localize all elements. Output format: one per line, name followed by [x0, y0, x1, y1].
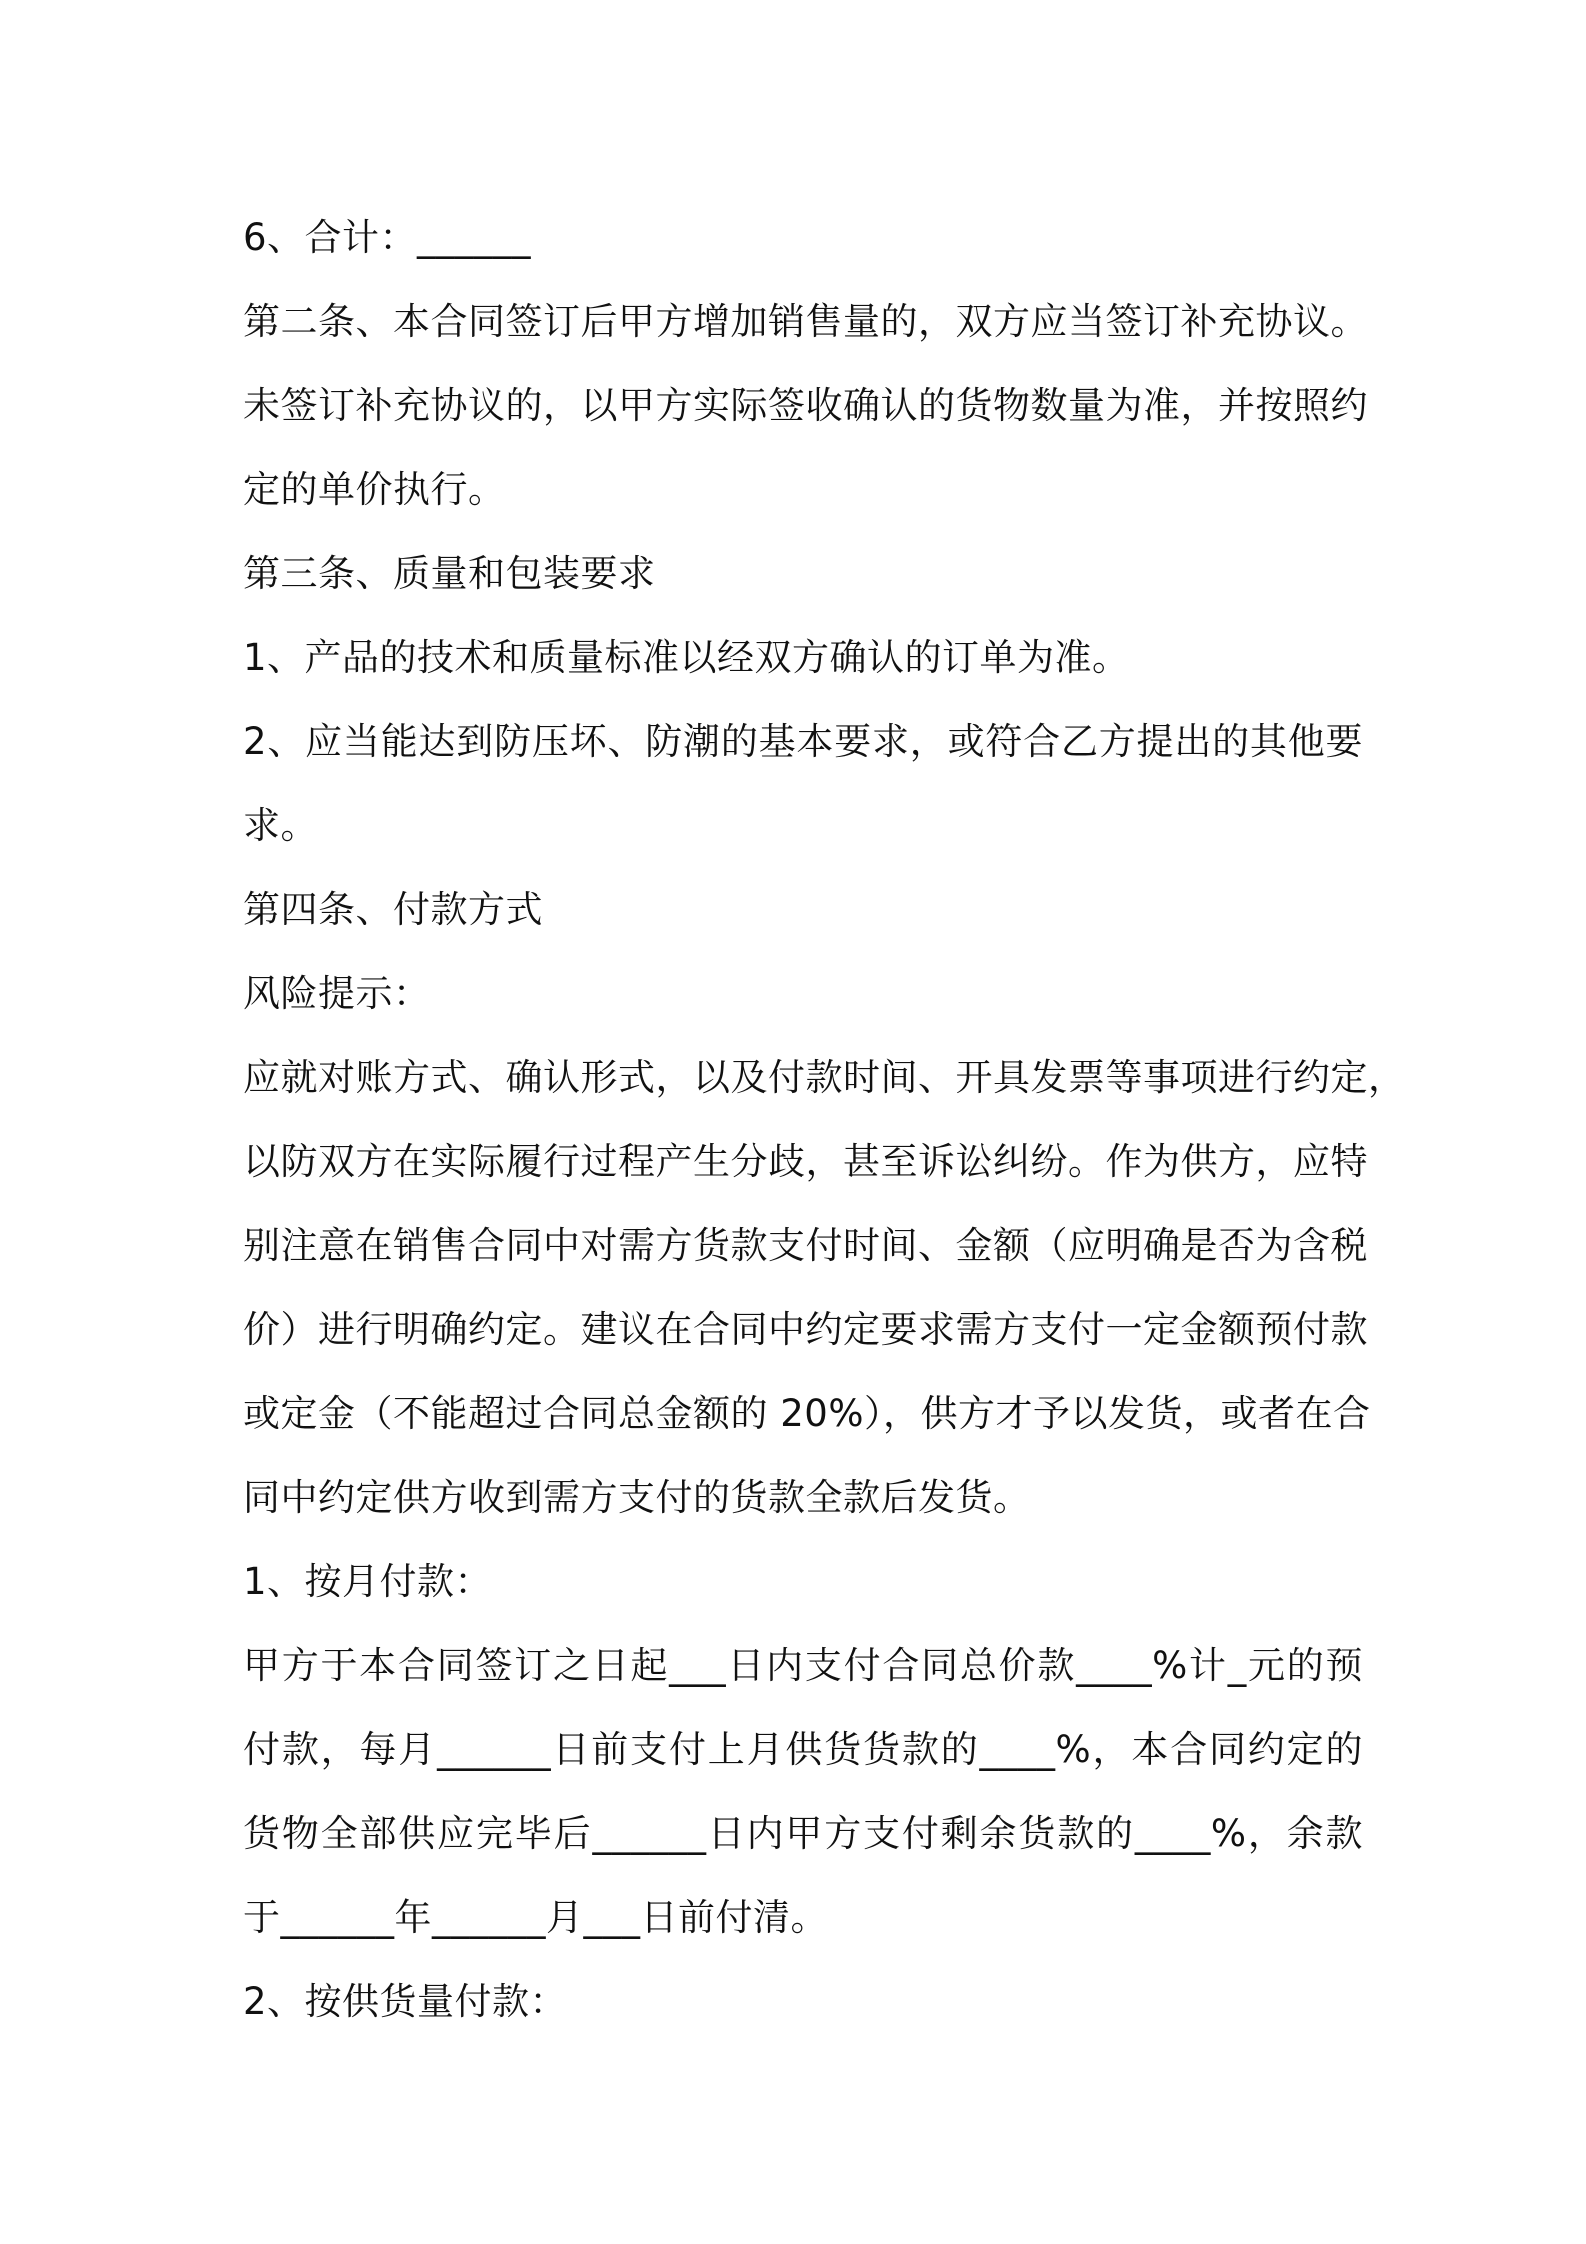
monthly-payment-heading: 1、按月付款： — [243, 1560, 493, 1603]
risk-notice-text-line: 别注意在销售合同中对需方货款支付时间、金额（应明确是否为含税 — [243, 1224, 1368, 1267]
article-3-heading: 第三条、质量和包装要求 — [243, 552, 656, 595]
risk-notice-heading: 风险提示： — [243, 972, 431, 1015]
monthly-payment-text-line: 于______年______月___日前付清。 — [243, 1896, 828, 1939]
risk-notice-text-line: 价）进行明确约定。建议在合同中约定要求需方支付一定金额预付款 — [243, 1308, 1368, 1351]
volume-payment-heading: 2、按供货量付款： — [243, 1980, 568, 2023]
total-line: 6、合计：______ — [243, 216, 532, 259]
monthly-payment-text-line: 付款，每月______日前支付上月供货货款的____%，本合同约定的 — [243, 1728, 1363, 1771]
article-2-text-line: 定的单价执行。 — [243, 468, 506, 511]
monthly-payment-text-line: 甲方于本合同签订之日起___日内支付合同总价款____%计_元的预 — [243, 1644, 1363, 1687]
article-2-text-line: 未签订补充协议的，以甲方实际签收确认的货物数量为准，并按照约 — [243, 384, 1368, 427]
risk-notice-text-line: 或定金（不能超过合同总金额的 20%），供方才予以发货，或者在合 — [243, 1392, 1371, 1435]
risk-notice-text-line: 应就对账方式、确认形式，以及付款时间、开具发票等事项进行约定， — [243, 1056, 1406, 1099]
article-2-text-line: 第二条、本合同签订后甲方增加销售量的，双方应当签订补充协议。 — [243, 300, 1368, 343]
article-3-item-2: 求。 — [243, 804, 318, 847]
risk-notice-text-line: 同中约定供方收到需方支付的货款全款后发货。 — [243, 1476, 1031, 1519]
document-body — [243, 196, 1406, 2044]
article-3-item-1: 1、产品的技术和质量标准以经双方确认的订单为准。 — [243, 636, 1130, 679]
risk-notice-text-line: 以防双方在实际履行过程产生分歧，甚至诉讼纠纷。作为供方，应特 — [243, 1140, 1368, 1183]
monthly-payment-text-line: 货物全部供应完毕后______日内甲方支付剩余货款的____%，余款 — [243, 1812, 1363, 1855]
article-4-heading: 第四条、付款方式 — [243, 888, 543, 931]
article-3-item-2: 2、应当能达到防压坏、防潮的基本要求，或符合乙方提出的其他要 — [243, 720, 1363, 763]
